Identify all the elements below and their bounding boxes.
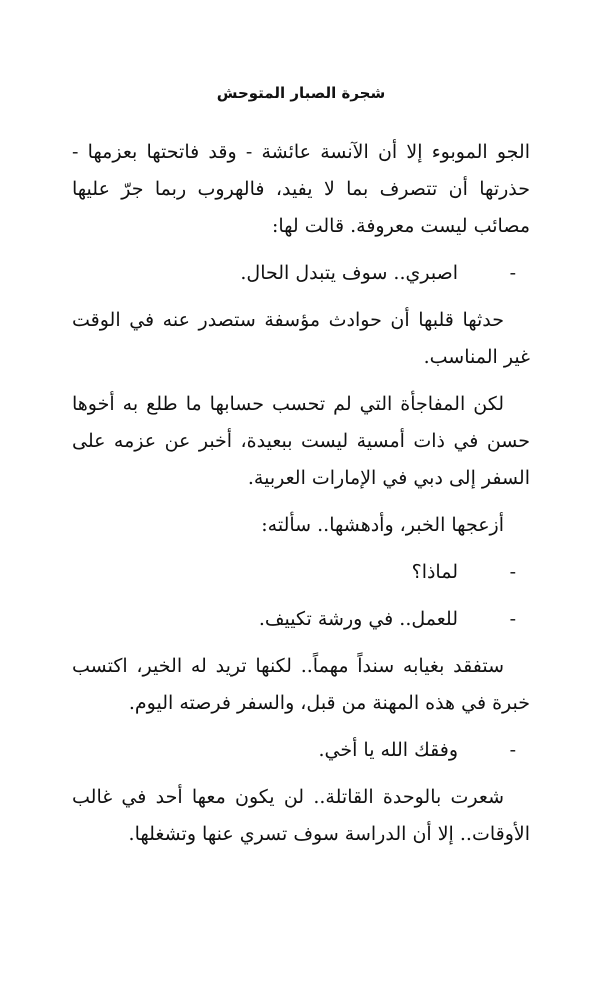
dialogue-dash: - (509, 608, 516, 630)
dialogue-dash: - (509, 739, 516, 761)
dialogue-dash: - (509, 262, 516, 284)
dialogue-text: اصبري.. سوف يتبدل الحال. (240, 262, 458, 284)
paragraph: لكن المفاجأة التي لم تحسب حسابها ما طلع به أخوها حسن في ذات أمسية ليست ببعيدة، أخبر عن عزمه على السفر إلى دبي في الإمارات العربية. (72, 393, 530, 489)
paragraph: ستفقد بغيابه سنداً مهماً.. لكنها تريد له الخير، اكتسب خبرة في هذه المهنة من قبل، والسفر فرصته اليوم. (72, 655, 530, 714)
dialogue-text: لماذا؟ (411, 561, 458, 583)
dialogue-line (72, 554, 530, 591)
dialogue-line (72, 732, 530, 769)
paragraph: شعرت بالوحدة القاتلة.. لن يكون معها أحد في غالب الأوقات.. إلا أن الدراسة سوف تسري عنها وتشغلها. (72, 786, 530, 845)
paragraph: حدثها قلبها أن حوادث مؤسفة ستصدر عنه في الوقت غير المناسب. (72, 309, 530, 368)
dialogue-text: للعمل.. في ورشة تكييف. (258, 608, 458, 630)
paragraph: أزعجها الخبر، وأدهشها.. سألته: (261, 514, 504, 536)
paragraph: الجو الموبوء إلا أن الآنسة عائشة - وقد فاتحتها بعزمها - حذرتها أن تتصرف بما لا يفيد، فالهروب ربما جرّ عليها مصائب ليست معروفة. قالت لها: (72, 141, 530, 237)
dialogue-line (72, 255, 530, 292)
dialogue-line (72, 601, 530, 638)
chapter-title: شجرة الصبار المتوحش (216, 84, 386, 102)
dialogue-dash: - (509, 561, 516, 583)
chapter-body (72, 134, 530, 863)
dialogue-text: وفقك الله يا أخي. (318, 739, 458, 761)
